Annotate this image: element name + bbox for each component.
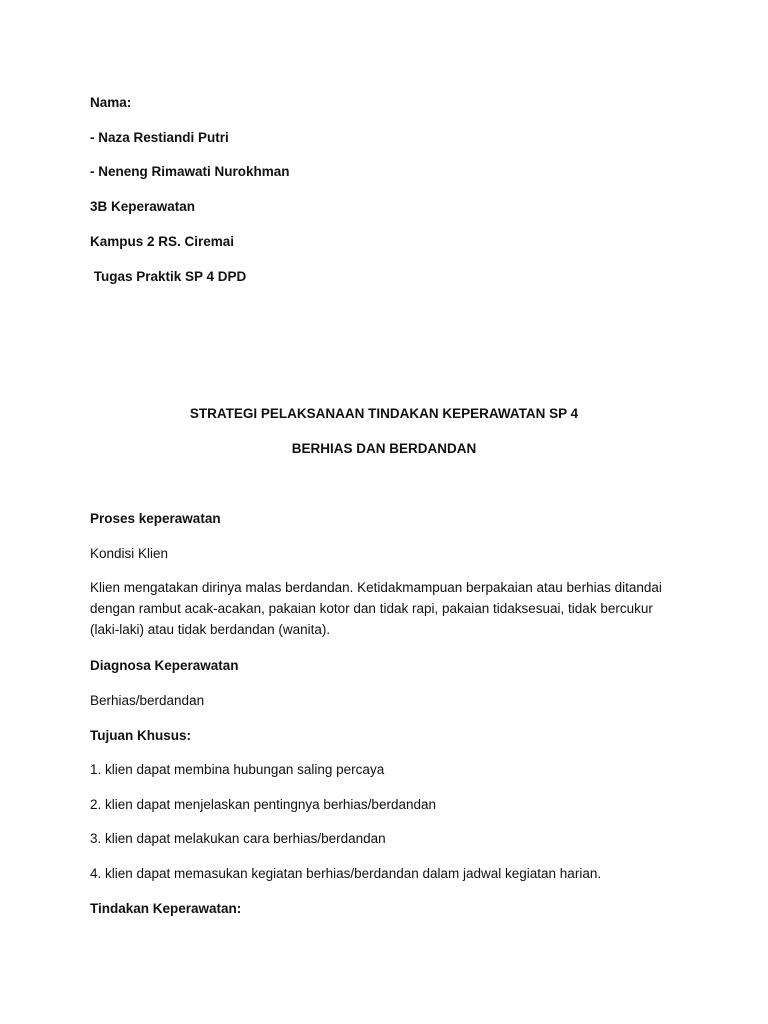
kondisi-label: Kondisi Klien [90, 546, 169, 561]
tujuan-list-item: 1. klien dapat membina hubungan saling percaya [90, 762, 385, 777]
names-label: Nama: [90, 95, 132, 110]
section-heading-diagnosa: Diagnosa Keperawatan [90, 658, 239, 673]
member-name: - Neneng Rimawati Nurokhman [90, 164, 290, 179]
diagnosa-text: Berhias/berdandan [90, 693, 205, 708]
document-subtitle: BERHIAS DAN BERDANDAN [291, 441, 477, 456]
member-name: - Naza Restiandi Putri [90, 130, 229, 145]
kondisi-paragraph-line: dengan rambut acak-acakan, pakaian kotor dan tidak rapi, pakaian tidaksesuai, tidak bercukur [90, 601, 653, 616]
kondisi-paragraph-line: (laki-laki) atau tidak berdandan (wanita). [90, 622, 331, 637]
tujuan-list-item: 2. klien dapat menjelaskan pentingnya berhias/berdandan [90, 797, 436, 812]
section-heading-tujuan: Tujuan Khusus: [90, 728, 191, 743]
tujuan-list-item: 3. klien dapat melakukan cara berhias/berdandan [90, 831, 386, 846]
section-heading-tindakan: Tindakan Keperawatan: [90, 901, 242, 916]
assignment-label: Tugas Praktik SP 4 DPD [90, 269, 247, 284]
document-title: STRATEGI PELAKSANAAN TINDAKAN KEPERAWATAN SP 4 [189, 406, 579, 421]
kondisi-paragraph-line: Klien mengatakan dirinya malas berdandan. Ketidakmampuan berpakaian atau berhias ditandai [90, 580, 662, 595]
class-label: 3B Keperawatan [90, 199, 196, 214]
section-heading-proses: Proses keperawatan [90, 511, 221, 526]
campus-label: Kampus 2 RS. Ciremai [90, 234, 235, 249]
tujuan-list-item: 4. klien dapat memasukan kegiatan berhias/berdandan dalam jadwal kegiatan harian. [90, 866, 602, 881]
